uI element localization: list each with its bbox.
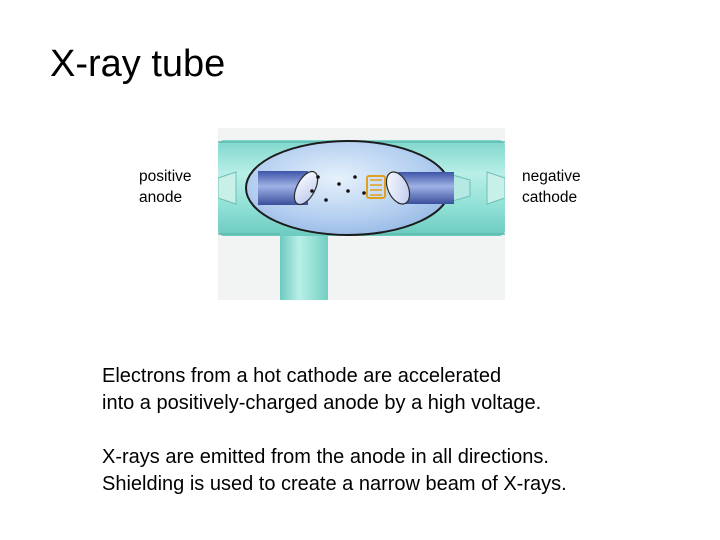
anode-label-line2: anode — [139, 189, 183, 206]
caption-paragraph-2 — [102, 444, 702, 498]
caption-line: X-rays are emitted from the anode in all directions. — [102, 446, 549, 468]
caption-paragraph-1 — [102, 363, 702, 417]
electron — [324, 198, 328, 202]
cathode-connector — [487, 172, 505, 204]
caption-line: Electrons from a hot cathode are accelerated — [102, 365, 502, 387]
electron — [316, 175, 320, 179]
cathode-label-line1: negative — [522, 168, 581, 185]
cathode-label-line2: cathode — [522, 189, 578, 206]
electron — [346, 189, 350, 193]
anode-label-line1: positive — [139, 168, 192, 185]
caption-text — [102, 363, 702, 498]
xray-tube-illustration — [218, 128, 505, 300]
electron — [362, 191, 366, 195]
anode-connector — [218, 172, 236, 204]
electron — [337, 182, 341, 186]
caption-line: Shielding is used to create a narrow beam of X-rays. — [102, 473, 567, 495]
xray-tube-diagram — [218, 128, 505, 300]
cathode-label — [522, 166, 581, 208]
electron — [310, 189, 314, 193]
slide-title: X-ray tube — [50, 43, 226, 85]
anode-label — [139, 166, 192, 208]
electron — [353, 175, 357, 179]
caption-line: into a positively-charged anode by a high voltage. — [102, 392, 542, 414]
